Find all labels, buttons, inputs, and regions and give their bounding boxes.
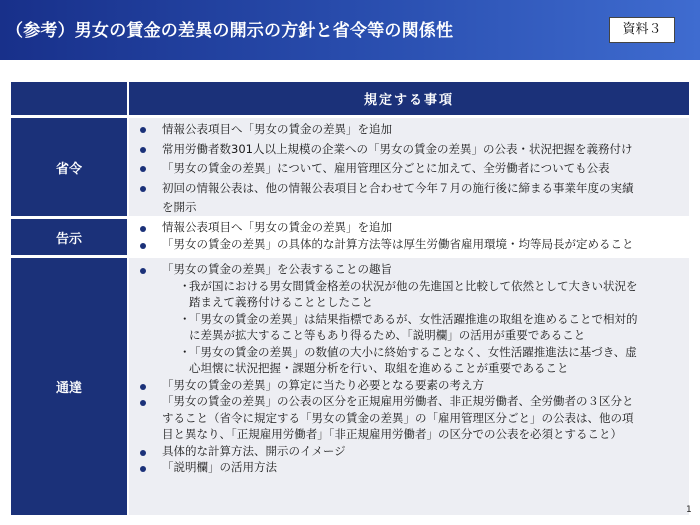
sub-list-item: ・ 「男女の賃金の差異」は結果指標であるが、女性活躍推進の取組を進めることで相対的 [179,311,638,326]
list-item: 「男女の賃金の差異」の算定に当たり必要となる要素の考え方 [129,377,689,394]
row-label: 省令 [11,118,129,216]
table-row-notice [11,219,689,255]
document-badge: 資料３ [609,17,675,43]
table-row-circular [11,258,689,515]
page-title: （参考）男女の賃金の差異の開示の方針と省令等の関係性 [6,21,454,41]
row-label: 通達 [11,258,129,515]
table-header-row [11,82,689,115]
sub-list-item: ・ 我が国における男女間賃金格差の状況が他の先進国と比較して依然として大きい状況を [179,278,638,293]
list-item: 情報公表項目へ「男女の賃金の差異」を追加 [129,219,689,236]
header-bar [0,0,700,60]
page-number: 1 [686,505,692,515]
list-item: 「男女の賃金の差異」の公表の区分を正規雇用労働者、非正規労働者、全労働者の３区分と [129,393,689,410]
list-item: 具体的な計算方法、開示のイメージ [129,443,689,460]
row-content [129,258,689,515]
row-label: 告示 [11,219,129,255]
list-item: 情報公表項目へ「男女の賃金の差異」を追加 [129,120,689,140]
list-item: 「説明欄」の活用方法 [129,459,689,476]
list-item: 「男女の賃金の差異」について、雇用管理区分ごとに加えて、全労働者についても公表 [129,159,689,179]
table-row-ordinance [11,118,689,216]
column-header: 規定する事項 [129,82,689,115]
list-item: 「男女の賃金の差異」の具体的な計算方法等は厚生労働省雇用環境・均等局長が定めること [129,236,689,253]
sub-list-item-continuation: に差異が拡大すること等もあり得るため、「説明欄」の活用が重要であること [189,328,586,342]
sub-list-item-continuation: 踏まえて義務付けることとしたこと [189,295,373,309]
list-item: 「男女の賃金の差異」を公表することの趣旨 [129,261,689,278]
sub-list-item-continuation: 心坦懐に状況把握・課題分析を行い、取組を進めることが重要であること [189,361,569,375]
list-item-continuation: 目と異なり、「正規雇用労働者」「非正規雇用労働者」の区分での公表を必須とすること） [162,427,622,441]
list-item: 常用労働者数301人以上規模の企業への「男女の賃金の差異」の公表・状況把握を義務付け [129,140,689,160]
list-item-continuation: すること（省令に規定する「男女の賃金の差異」の「雇用管理区分ごと」の公表は、他の項 [162,410,634,425]
sub-list-item: ・ 「男女の賃金の差異」の数値の大小に終始することなく、女性活躍推進法に基づき、虚 [179,344,637,359]
list-item-continuation: を開示 [162,200,197,214]
header-label-cell [11,82,129,115]
row-content [129,219,689,255]
row-content [129,118,689,216]
provisions-table [11,82,689,515]
list-item: 初回の情報公表は、他の情報公表項目と合わせて今年７月の施行後に締まる事業年度の実績 [129,179,689,199]
